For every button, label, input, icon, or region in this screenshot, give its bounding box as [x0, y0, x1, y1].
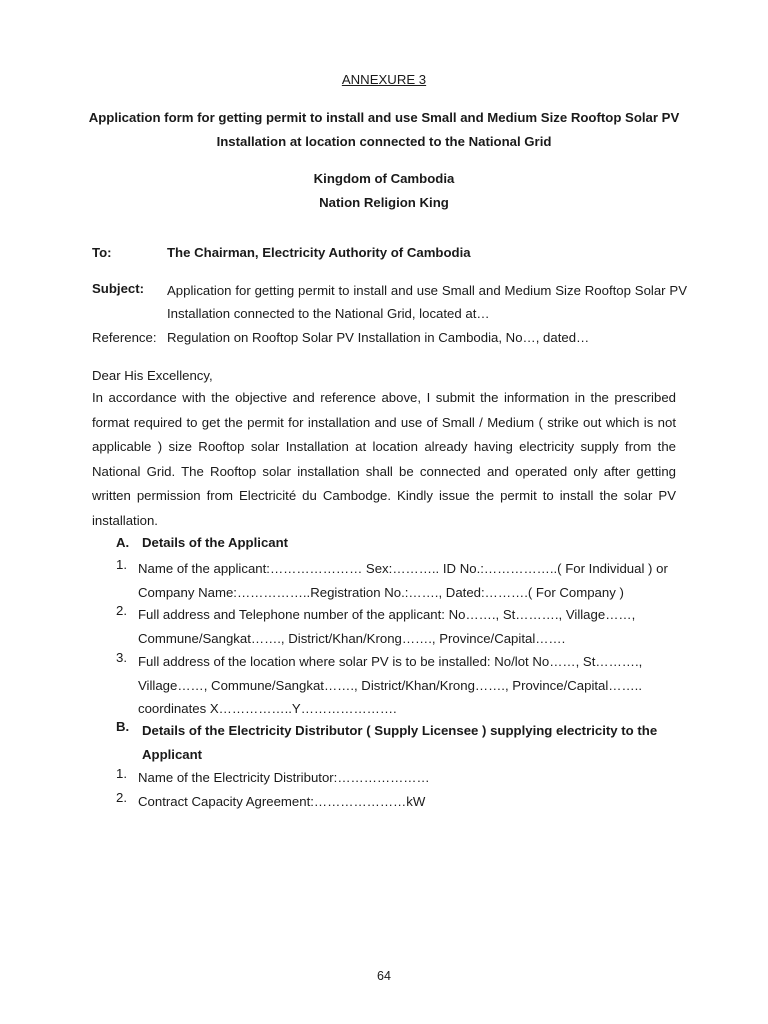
item-number: 2.	[116, 603, 127, 618]
form-title-line-2: Installation at location connected to the National Grid	[216, 134, 552, 149]
reference-value: Regulation on Rooftop Solar PV Installation in Cambodia, No…, dated…	[167, 330, 590, 345]
item-number: 2.	[116, 790, 127, 805]
item-text: Full address and Telephone number of the applicant: No……., St………., Village……, Commune/Sangkat……., District/Khan/Krong……., Province/Capital…….	[138, 607, 636, 646]
page-number: 64	[377, 969, 391, 983]
item-text: Contract Capacity Agreement:…………………kW	[138, 794, 426, 809]
annex-heading: ANNEXURE 3	[341, 72, 427, 87]
to-label: To:	[92, 245, 112, 260]
item-number: 1.	[116, 766, 127, 781]
reference-label: Reference:	[92, 330, 157, 345]
item-text: Name of the Electricity Distributor:…………………	[138, 770, 430, 785]
national-motto: Nation Religion King	[319, 195, 449, 210]
form-title-line-1: Application form for getting permit to install and use Small and Medium Size Rooftop Solar PV	[88, 110, 680, 125]
section-a-letter: A.	[116, 535, 130, 550]
subject-label: Subject:	[92, 281, 145, 296]
section-b-title: Details of the Electricity Distributor ( Supply Licensee ) supplying electricity to the Applicant	[142, 723, 658, 762]
salutation: Dear His Excellency,	[92, 368, 213, 383]
section-b-letter: B.	[116, 719, 130, 734]
item-number: 1.	[116, 557, 127, 572]
letter-body: In accordance with the objective and reference above, I submit the information in the prescribed format required to get the permit for installation and use of Small / Medium ( strike out which is not applicable ) size Rooftop solar Installation at location already having electricity supply from the National Grid. The Rooftop solar installation shall be connected and operated only after getting written permission from Electricité du Cambodge. Kindly issue the permit to install the solar PV installation.	[92, 390, 676, 528]
item-text: Name of the applicant:………………… Sex:……….. ID No.:……………..( For Individual ) or Company Name:……………..Registration No.:……., Dated:……….( For Company )	[138, 561, 668, 600]
item-text: Full address of the location where solar PV is to be installed: No/lot No……, St………., Village……, Commune/Sangkat……., District/Khan/Krong……., Province/Capital…….. coordinates X……………..Y………………….	[138, 654, 643, 716]
subject-value: Application for getting permit to install and use Small and Medium Size Rooftop Solar PV Installation connected to the National Grid, located at…	[167, 283, 687, 321]
to-value: The Chairman, Electricity Authority of Cambodia	[167, 245, 471, 260]
section-a-title: Details of the Applicant	[142, 535, 289, 550]
kingdom-heading: Kingdom of Cambodia	[313, 171, 455, 186]
item-number: 3.	[116, 650, 127, 665]
